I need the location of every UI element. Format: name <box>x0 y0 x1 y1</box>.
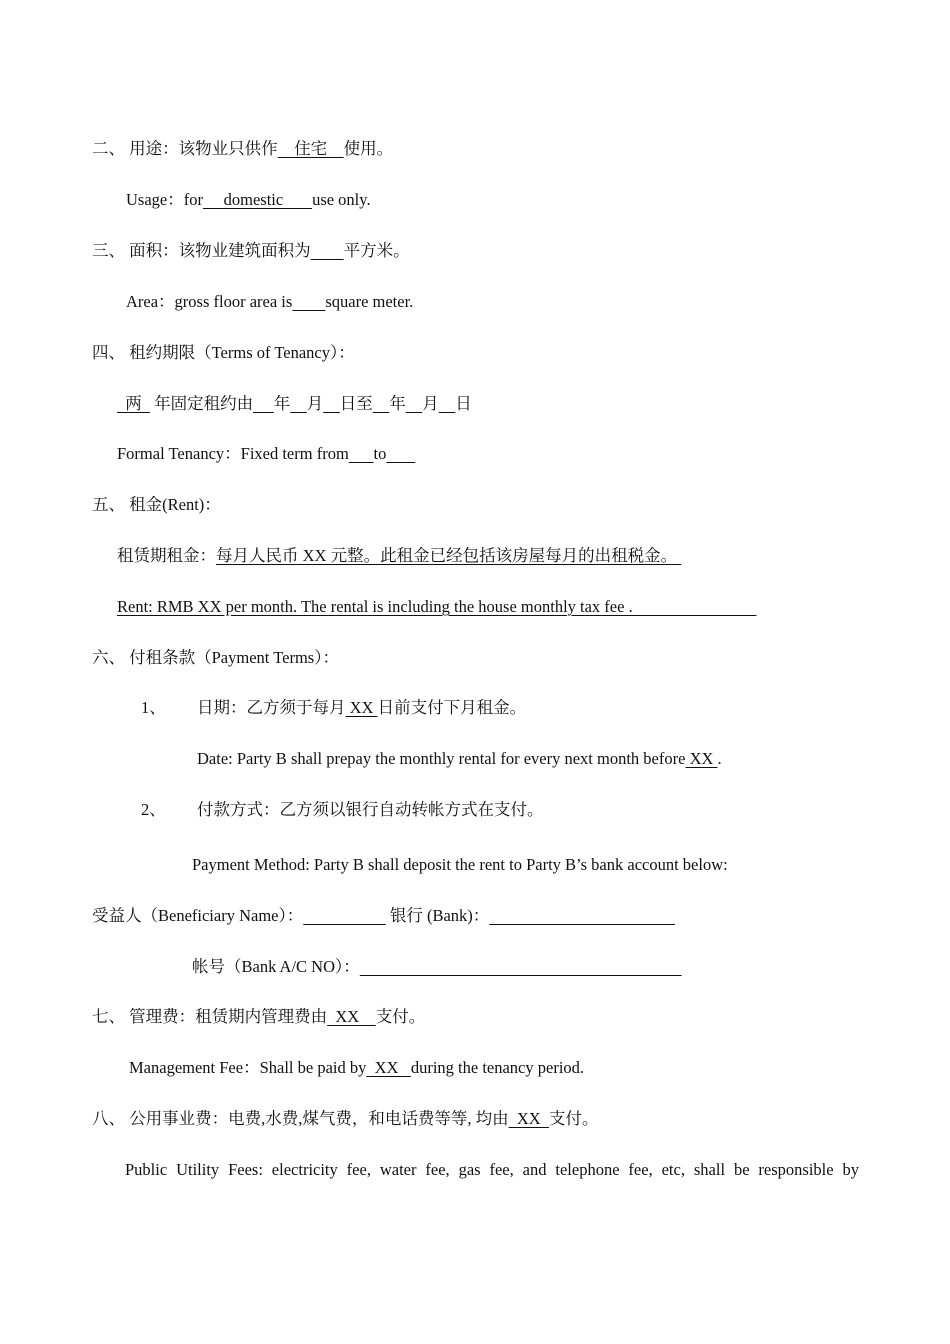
mgmt-zh-line <box>92 1007 425 1027</box>
item-1-en-blank: XX <box>685 749 718 768</box>
usage-zh-line <box>92 139 393 159</box>
mgmt-en-suffix: during the tenancy period. <box>410 1058 585 1077</box>
utility-en-line: Public Utility Fees: electricity fee, water fee, gas fee, and telephone fee, etc, shall be responsible by <box>125 1160 859 1179</box>
rent-zh-line <box>117 546 681 566</box>
account-blank <box>360 957 682 976</box>
mgmt-zh-suffix: 支付。 <box>375 1007 426 1026</box>
payment-item-1-zh <box>141 698 526 718</box>
utility-zh-label: 八、 公用事业费：电费,水费,煤气费，和电话费等等, 均由 <box>92 1109 509 1128</box>
payment-terms-title: 六、 付租条款（Payment Terms）： <box>92 648 339 667</box>
usage-en-suffix: use only. <box>312 190 371 209</box>
usage-en-blank: domestic <box>202 190 313 209</box>
beneficiary-line <box>92 906 675 926</box>
tenancy-en-to: to <box>373 444 387 463</box>
item-1-zh-suffix: 日前支付下月租金。 <box>377 698 527 717</box>
item-2-number: 2、 <box>141 800 166 819</box>
item-1-en-suffix: . <box>717 749 722 768</box>
mgmt-en-blank: XX <box>366 1058 411 1077</box>
tenancy-zh-text-2: 年 <box>273 394 291 413</box>
mgmt-zh-label: 七、 管理费：租赁期内管理费由 <box>92 1007 328 1026</box>
area-zh-blank <box>311 241 344 260</box>
start-day-blank <box>323 394 340 413</box>
payment-item-1-en <box>197 749 722 769</box>
area-en-suffix: square meter. <box>325 292 414 311</box>
tenancy-to-blank <box>386 444 415 463</box>
tenancy-zh-text-7: 日 <box>455 394 472 413</box>
payment-item-2-en: Payment Method: Party B shall deposit the rent to Party B’s bank account below: <box>192 855 728 874</box>
utility-zh-blank: XX <box>508 1109 549 1128</box>
rent-zh-label: 租赁期租金： <box>117 546 216 565</box>
area-zh-line <box>92 241 410 261</box>
usage-zh-suffix: 使用。 <box>343 139 394 158</box>
beneficiary-label: 受益人（Beneficiary Name）： <box>92 906 304 925</box>
utility-zh-suffix: 支付。 <box>548 1109 599 1128</box>
item-2-zh-text: 付款方式：乙方须以银行自动转帐方式在支付。 <box>197 800 544 819</box>
area-en-blank <box>292 292 325 311</box>
end-year-blank <box>373 394 390 413</box>
start-year-blank <box>253 394 274 413</box>
item-1-zh-blank: XX <box>345 698 378 717</box>
usage-en-line <box>126 190 371 210</box>
utility-zh-line <box>92 1109 598 1129</box>
area-en-line <box>126 292 413 312</box>
tenancy-zh-text-4: 日至 <box>339 394 373 413</box>
tenancy-zh-text-6: 月 <box>422 394 439 413</box>
rent-zh-value: 每月人民币 XX 元整。此租金已经包括该房屋每月的出租税金。 <box>216 546 682 565</box>
area-zh-label: 三、 面积：该物业建筑面积为 <box>92 241 311 260</box>
item-1-zh-label: 日期：乙方须于每月 <box>197 698 346 717</box>
tenancy-years-blank: 两 <box>117 394 150 413</box>
rent-title: 五、 租金(Rent)： <box>92 495 221 514</box>
usage-en-label: Usage：for <box>126 190 203 209</box>
payment-item-2-zh <box>141 800 544 820</box>
tenancy-from-blank <box>349 444 374 463</box>
rent-en-value: Rent: RMB XX per month. The rental is including the house monthly tax fee . <box>117 597 757 616</box>
area-zh-suffix: 平方米。 <box>343 241 410 260</box>
bank-label: 银行 (Bank)： <box>385 906 490 925</box>
account-label: 帐号（Bank A/C NO）： <box>192 957 360 976</box>
item-1-number: 1、 <box>141 698 166 717</box>
beneficiary-blank <box>303 906 386 925</box>
tenancy-zh-text-3: 月 <box>306 394 324 413</box>
mgmt-en-label: Management Fee：Shall be paid by <box>129 1058 367 1077</box>
bank-blank <box>489 906 675 925</box>
tenancy-en-label: Formal Tenancy：Fixed term from <box>117 444 349 463</box>
account-line <box>192 957 682 977</box>
tenancy-title: 四、 租约期限（Terms of Tenancy）： <box>92 343 355 362</box>
tenancy-zh-line <box>117 394 472 414</box>
area-en-label: Area：gross floor area is <box>126 292 293 311</box>
tenancy-zh-text-1: 年固定租约由 <box>150 394 254 413</box>
usage-zh-label: 二、 用途：该物业只供作 <box>92 139 278 158</box>
end-month-blank <box>406 394 423 413</box>
start-month-blank <box>290 394 307 413</box>
end-day-blank <box>439 394 456 413</box>
tenancy-en-line <box>117 444 415 464</box>
item-1-en-label: Date: Party B shall prepay the monthly rental for every next month before <box>197 749 686 768</box>
mgmt-zh-blank: XX <box>327 1007 376 1026</box>
rent-en-line <box>117 597 756 617</box>
tenancy-zh-text-5: 年 <box>389 394 406 413</box>
mgmt-en-line <box>129 1058 584 1078</box>
usage-zh-blank: 住宅 <box>277 139 344 158</box>
